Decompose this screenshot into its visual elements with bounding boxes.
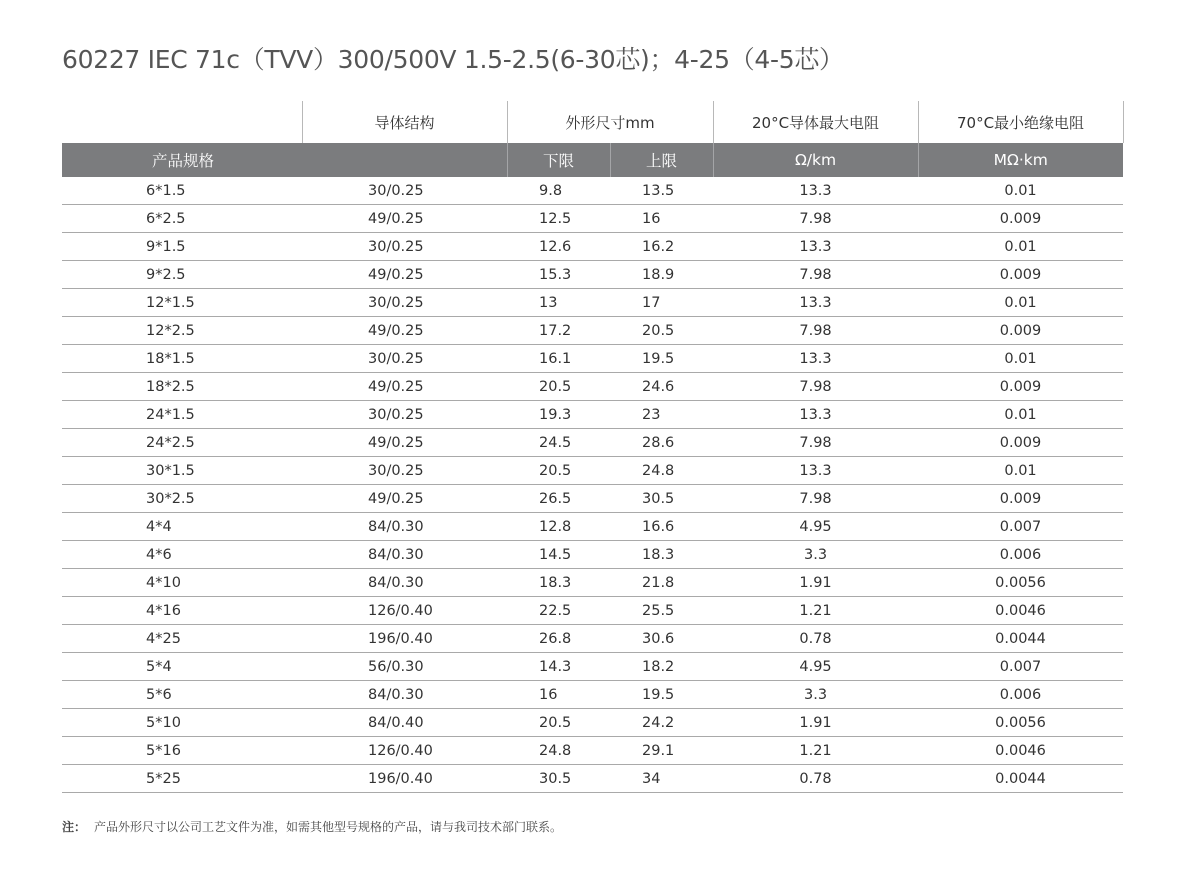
cell-insulation: 0.01 [918,345,1123,373]
cell-conductor: 49/0.25 [302,485,507,513]
table-row [62,177,1123,205]
cell-insulation: 0.009 [918,485,1123,513]
footnote [62,818,562,835]
cell-conductor: 49/0.25 [302,261,507,289]
cell-conductor: 196/0.40 [302,765,507,793]
cell-resistance: 1.91 [713,709,918,737]
cell-lower: 20.5 [507,709,610,737]
cell-model: 24*1.5 [62,401,302,429]
cell-insulation: 0.009 [918,317,1123,345]
header-upper: 上限 [610,143,713,177]
cell-insulation: 0.009 [918,373,1123,401]
table-row [62,569,1123,597]
cell-model: 4*4 [62,513,302,541]
table-row [62,289,1123,317]
cell-resistance: 7.98 [713,205,918,233]
cell-model: 4*10 [62,569,302,597]
cell-upper: 13.5 [610,177,713,205]
table-row [62,373,1123,401]
table-row [62,681,1123,709]
cell-resistance: 13.3 [713,233,918,261]
cell-insulation: 0.0056 [918,709,1123,737]
cell-model: 24*2.5 [62,429,302,457]
cell-lower: 12.5 [507,205,610,233]
cell-insulation: 0.0044 [918,765,1123,793]
cell-lower: 26.8 [507,625,610,653]
header-insulation: 70°C最小绝缘电阻 [918,101,1123,143]
cell-lower: 14.5 [507,541,610,569]
spec-table [62,101,1124,793]
cell-resistance: 7.98 [713,317,918,345]
cell-conductor: 84/0.40 [302,709,507,737]
header-resistance: 20°C导体最大电阻 [713,101,918,143]
cell-lower: 19.3 [507,401,610,429]
cell-conductor: 56/0.30 [302,653,507,681]
cell-lower: 20.5 [507,457,610,485]
cell-model: 4*6 [62,541,302,569]
cell-lower: 24.5 [507,429,610,457]
cell-resistance: 1.21 [713,597,918,625]
cell-insulation: 0.0046 [918,597,1123,625]
cell-conductor: 30/0.25 [302,177,507,205]
table-row [62,709,1123,737]
footnote-label: 注： [62,820,87,834]
cell-model: 30*2.5 [62,485,302,513]
cell-upper: 21.8 [610,569,713,597]
cell-resistance: 1.91 [713,569,918,597]
header-conductor: 导体结构 [302,101,507,143]
cell-resistance: 13.3 [713,457,918,485]
cell-lower: 20.5 [507,373,610,401]
cell-conductor: 30/0.25 [302,401,507,429]
cell-upper: 30.6 [610,625,713,653]
cell-resistance: 13.3 [713,289,918,317]
cell-upper: 18.2 [610,653,713,681]
cell-lower: 14.3 [507,653,610,681]
cell-model: 9*1.5 [62,233,302,261]
header-ins-unit: MΩ·km [918,143,1123,177]
cell-model: 18*2.5 [62,373,302,401]
cell-model: 12*1.5 [62,289,302,317]
cell-upper: 17 [610,289,713,317]
cell-insulation: 0.01 [918,289,1123,317]
header-res-unit: Ω/km [713,143,918,177]
cell-upper: 30.5 [610,485,713,513]
cell-insulation: 0.01 [918,457,1123,485]
cell-upper: 16 [610,205,713,233]
cell-conductor: 49/0.25 [302,317,507,345]
cell-model: 18*1.5 [62,345,302,373]
cell-lower: 12.8 [507,513,610,541]
cell-lower: 24.8 [507,737,610,765]
cell-upper: 23 [610,401,713,429]
footnote-text: 产品外形尺寸以公司工艺文件为准，如需其他型号规格的产品，请与我司技术部门联系。 [94,820,563,834]
table-row [62,429,1123,457]
header-row-top [62,101,1123,143]
cell-resistance: 13.3 [713,177,918,205]
cell-lower: 17.2 [507,317,610,345]
cell-conductor: 84/0.30 [302,681,507,709]
cell-conductor: 49/0.25 [302,205,507,233]
cell-insulation: 0.006 [918,681,1123,709]
cell-insulation: 0.01 [918,233,1123,261]
cell-resistance: 4.95 [713,653,918,681]
cell-model: 9*2.5 [62,261,302,289]
header-row-sub [62,143,1123,177]
cell-resistance: 3.3 [713,541,918,569]
cell-model: 6*2.5 [62,205,302,233]
cell-model: 4*16 [62,597,302,625]
table-row [62,513,1123,541]
cell-upper: 28.6 [610,429,713,457]
table-row [62,625,1123,653]
cell-conductor: 126/0.40 [302,737,507,765]
cell-upper: 20.5 [610,317,713,345]
cell-insulation: 0.0046 [918,737,1123,765]
cell-lower: 22.5 [507,597,610,625]
header-model: 产品规格 [62,143,507,177]
cell-conductor: 30/0.25 [302,289,507,317]
cell-conductor: 84/0.30 [302,541,507,569]
cell-insulation: 0.009 [918,429,1123,457]
cell-conductor: 84/0.30 [302,569,507,597]
cell-lower: 16.1 [507,345,610,373]
cell-insulation: 0.0056 [918,569,1123,597]
cell-resistance: 0.78 [713,625,918,653]
cell-model: 30*1.5 [62,457,302,485]
cell-conductor: 30/0.25 [302,457,507,485]
cell-insulation: 0.006 [918,541,1123,569]
cell-conductor: 84/0.30 [302,513,507,541]
header-dimension: 外形尺寸mm [507,101,713,143]
cell-model: 5*6 [62,681,302,709]
cell-resistance: 7.98 [713,373,918,401]
page-title: 60227 IEC 71c（TVV）300/500V 1.5-2.5(6-30芯)；4-25（4-5芯） [62,45,844,74]
cell-upper: 18.9 [610,261,713,289]
table-row [62,261,1123,289]
cell-insulation: 0.009 [918,261,1123,289]
cell-conductor: 30/0.25 [302,233,507,261]
table-row [62,653,1123,681]
cell-lower: 13 [507,289,610,317]
cell-conductor: 196/0.40 [302,625,507,653]
table-row [62,597,1123,625]
cell-insulation: 0.01 [918,177,1123,205]
cell-resistance: 7.98 [713,429,918,457]
cell-upper: 16.2 [610,233,713,261]
table-row [62,737,1123,765]
cell-lower: 30.5 [507,765,610,793]
cell-lower: 9.8 [507,177,610,205]
cell-lower: 12.6 [507,233,610,261]
table-row [62,205,1123,233]
table-row [62,485,1123,513]
cell-upper: 19.5 [610,345,713,373]
cell-lower: 26.5 [507,485,610,513]
table-row [62,401,1123,429]
cell-insulation: 0.007 [918,653,1123,681]
cell-upper: 16.6 [610,513,713,541]
cell-upper: 25.5 [610,597,713,625]
cell-resistance: 0.78 [713,765,918,793]
cell-upper: 24.2 [610,709,713,737]
cell-resistance: 13.3 [713,345,918,373]
cell-insulation: 0.007 [918,513,1123,541]
cell-model: 6*1.5 [62,177,302,205]
cell-upper: 24.6 [610,373,713,401]
cell-insulation: 0.0044 [918,625,1123,653]
cell-insulation: 0.009 [918,205,1123,233]
cell-model: 5*10 [62,709,302,737]
cell-conductor: 49/0.25 [302,429,507,457]
cell-model: 12*2.5 [62,317,302,345]
cell-conductor: 126/0.40 [302,597,507,625]
cell-lower: 16 [507,681,610,709]
cell-resistance: 13.3 [713,401,918,429]
cell-upper: 29.1 [610,737,713,765]
table-row [62,541,1123,569]
cell-conductor: 49/0.25 [302,373,507,401]
cell-model: 5*4 [62,653,302,681]
cell-upper: 18.3 [610,541,713,569]
cell-model: 4*25 [62,625,302,653]
cell-resistance: 7.98 [713,261,918,289]
cell-upper: 24.8 [610,457,713,485]
cell-model: 5*16 [62,737,302,765]
cell-conductor: 30/0.25 [302,345,507,373]
table-row [62,457,1123,485]
table-row [62,765,1123,793]
table-row [62,317,1123,345]
table-row [62,345,1123,373]
header-lower: 下限 [507,143,610,177]
cell-resistance: 3.3 [713,681,918,709]
cell-insulation: 0.01 [918,401,1123,429]
cell-lower: 15.3 [507,261,610,289]
cell-upper: 34 [610,765,713,793]
cell-upper: 19.5 [610,681,713,709]
cell-model: 5*25 [62,765,302,793]
table-row [62,233,1123,261]
cell-resistance: 4.95 [713,513,918,541]
cell-resistance: 1.21 [713,737,918,765]
cell-lower: 18.3 [507,569,610,597]
header-blank [62,101,302,143]
cell-resistance: 7.98 [713,485,918,513]
